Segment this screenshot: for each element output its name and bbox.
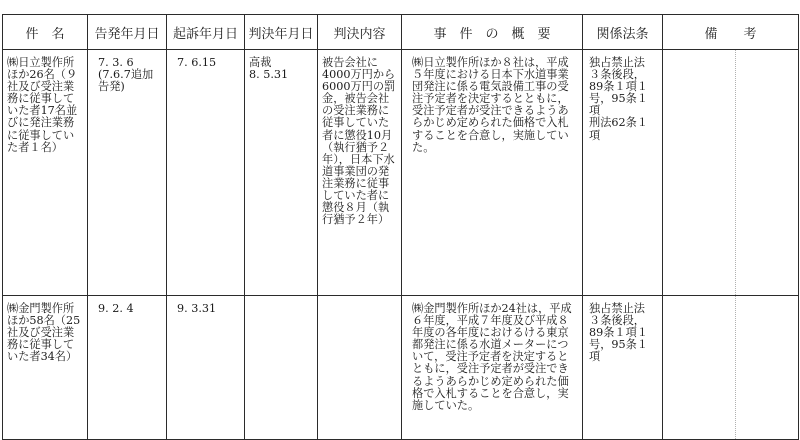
cell-indictment-date (88, 296, 167, 440)
header-indictment-date: 告発年月日 (88, 15, 167, 50)
case-name: ㈱日立製作所ほか26名（９社及び受注業務に従事していた者17名並びに発注業務に従事していた者１名） (7, 56, 78, 154)
table-row (3, 50, 799, 296)
case-table (2, 14, 799, 440)
header-prosecution-date: 起訴年月日 (167, 15, 245, 50)
header-case-summary: 事 件 の 概 要 (402, 15, 583, 50)
cell-laws (583, 50, 663, 296)
remarks-divider (735, 50, 736, 295)
cell-case-summary (402, 296, 583, 440)
case-name: ㈱金門製作所ほか58名（25社及び受注業務に従事していた者34名） (7, 302, 81, 364)
prosecution-date: 9. 3.31 (177, 302, 217, 315)
cell-name (3, 50, 88, 296)
judgment-content (318, 296, 401, 303)
remarks-divider (735, 296, 736, 439)
cell-remarks (663, 296, 799, 440)
header-judgment-content: 判決内容 (318, 15, 402, 50)
judgment-content: 被告会社に4000万円から6000万円の罰金，被告会社の受注業務に従事していた者に懲役10月（執行猶予２年），日本下水道事業団の発注業務に従事していた者に懲役８月（執行猶予２年） (322, 56, 396, 227)
cell-judgment-date (245, 50, 318, 296)
related-laws: 独占禁止法 ３条後段， 89条１項１号，95条１項 刑法62条１項 (589, 56, 648, 142)
judgment-date: 高裁 8. 5.31 (249, 56, 289, 82)
cell-name (3, 296, 88, 440)
cell-judgment-content (318, 50, 402, 296)
table-row (3, 296, 799, 440)
header-remarks: 備 考 (663, 15, 799, 50)
cell-prosecution-date (167, 50, 245, 296)
cell-indictment-date (88, 50, 167, 296)
header-name: 件 名 (3, 15, 88, 50)
cell-case-summary (402, 50, 583, 296)
header-judgment-date: 判決年月日 (245, 15, 318, 50)
case-summary: ㈱日立製作所ほか８社は，平成５年度における日本下水道事業団発注に係る電気設備工事の受注予定者を決定するとともに，受注予定者が受注できるようあらかじめ定められた価格で入札することを合意し，実施していた。 (412, 56, 569, 154)
cell-judgment-date (245, 296, 318, 440)
remarks (663, 296, 798, 303)
cell-prosecution-date (167, 296, 245, 440)
judgment-date (245, 296, 317, 303)
case-summary: ㈱金門製作所ほか24社は，平成６年度，平成７年度及び平成８年度の各年度におけるける東京都発注に係る水道メーターについて，受注予定者を決定するとともに，受注予定者が受注できるようあらかじめ定められた価格で入札することを合意し，実施していた。 (412, 302, 572, 412)
cell-laws (583, 296, 663, 440)
remarks (663, 50, 798, 57)
header-laws: 関係法条 (583, 15, 663, 50)
cell-judgment-content (318, 296, 402, 440)
cell-remarks (663, 50, 799, 296)
indictment-date: 7. 3. 6 (7.6.7追加告発) (98, 56, 154, 94)
indictment-date: 9. 2. 4 (98, 302, 134, 315)
header-row (3, 15, 799, 50)
related-laws: 独占禁止法 ３条後段， 89条１項１号，95条１項 (589, 302, 648, 364)
prosecution-date: 7. 6.15 (177, 56, 217, 69)
